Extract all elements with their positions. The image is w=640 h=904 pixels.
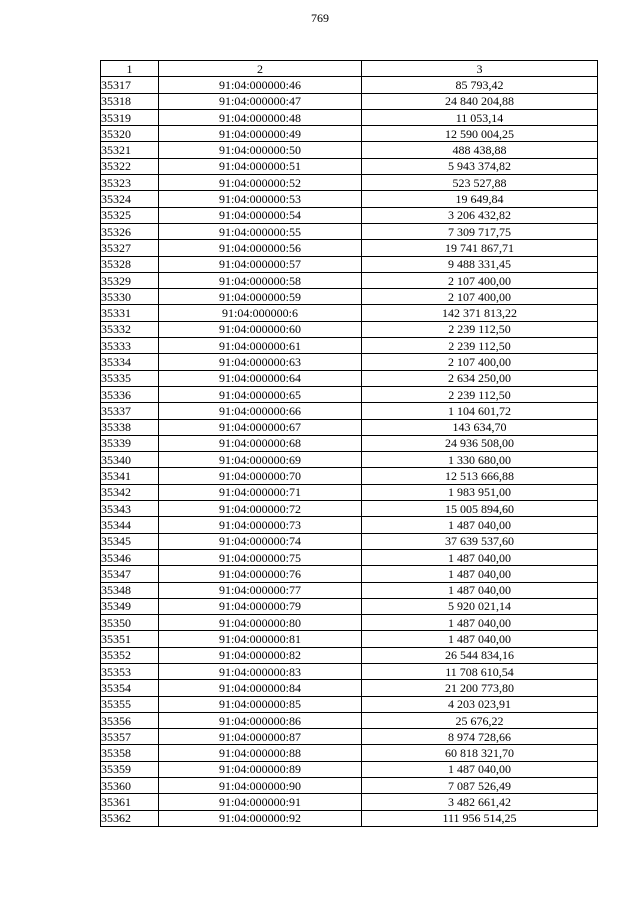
row-number-cell: 35323 — [101, 175, 159, 191]
row-number-cell: 35350 — [101, 615, 159, 631]
cadastral-number-cell: 91:04:000000:59 — [159, 289, 362, 305]
table-row — [101, 126, 598, 142]
cadastral-number-cell: 91:04:000000:84 — [159, 680, 362, 696]
table-row — [101, 207, 598, 223]
cadastral-number-cell: 91:04:000000:81 — [159, 631, 362, 647]
row-number-cell: 35321 — [101, 142, 159, 158]
header-row — [101, 61, 598, 77]
table-row — [101, 223, 598, 239]
cadastral-number-cell: 91:04:000000:72 — [159, 501, 362, 517]
table-row — [101, 778, 598, 794]
row-number-cell: 35347 — [101, 566, 159, 582]
value-cell: 2 107 400,00 — [362, 354, 598, 370]
cadastral-number-cell: 91:04:000000:69 — [159, 452, 362, 468]
value-cell: 60 818 321,70 — [362, 745, 598, 761]
value-cell: 1 487 040,00 — [362, 517, 598, 533]
cadastral-number-cell: 91:04:000000:56 — [159, 240, 362, 256]
row-number-cell: 35360 — [101, 778, 159, 794]
value-cell: 7 309 717,75 — [362, 223, 598, 239]
cadastral-number-cell: 91:04:000000:79 — [159, 598, 362, 614]
table-row — [101, 419, 598, 435]
cadastral-number-cell: 91:04:000000:67 — [159, 419, 362, 435]
cadastral-number-cell: 91:04:000000:92 — [159, 810, 362, 826]
row-number-cell: 35335 — [101, 370, 159, 386]
table-row — [101, 484, 598, 500]
cadastral-number-cell: 91:04:000000:53 — [159, 191, 362, 207]
value-cell: 2 107 400,00 — [362, 272, 598, 288]
value-cell: 11 708 610,54 — [362, 663, 598, 679]
row-number-cell: 35334 — [101, 354, 159, 370]
table-row — [101, 663, 598, 679]
table-row — [101, 631, 598, 647]
row-number-cell: 35359 — [101, 761, 159, 777]
row-number-cell: 35325 — [101, 207, 159, 223]
value-cell: 2 239 112,50 — [362, 338, 598, 354]
row-number-cell: 35341 — [101, 468, 159, 484]
table-row — [101, 549, 598, 565]
table-row — [101, 256, 598, 272]
table-row — [101, 272, 598, 288]
cadastral-number-cell: 91:04:000000:88 — [159, 745, 362, 761]
table-body — [101, 77, 598, 827]
table-row — [101, 175, 598, 191]
row-number-cell: 35357 — [101, 729, 159, 745]
value-cell: 24 936 508,00 — [362, 435, 598, 451]
row-number-cell: 35326 — [101, 223, 159, 239]
table-row — [101, 435, 598, 451]
cadastral-number-cell: 91:04:000000:73 — [159, 517, 362, 533]
value-cell: 1 487 040,00 — [362, 615, 598, 631]
table-row — [101, 191, 598, 207]
value-cell: 19 741 867,71 — [362, 240, 598, 256]
table-header — [101, 61, 598, 77]
table-row — [101, 517, 598, 533]
table-row — [101, 647, 598, 663]
value-cell: 3 482 661,42 — [362, 794, 598, 810]
table-row — [101, 93, 598, 109]
row-number-cell: 35348 — [101, 582, 159, 598]
table-row — [101, 533, 598, 549]
row-number-cell: 35337 — [101, 403, 159, 419]
row-number-cell: 35355 — [101, 696, 159, 712]
cadastral-number-cell: 91:04:000000:49 — [159, 126, 362, 142]
table-row — [101, 468, 598, 484]
value-cell: 21 200 773,80 — [362, 680, 598, 696]
cadastral-number-cell: 91:04:000000:80 — [159, 615, 362, 631]
cadastral-number-cell: 91:04:000000:85 — [159, 696, 362, 712]
cadastral-number-cell: 91:04:000000:83 — [159, 663, 362, 679]
value-cell: 5 943 374,82 — [362, 158, 598, 174]
row-number-cell: 35349 — [101, 598, 159, 614]
page-number: 769 — [311, 11, 329, 25]
table-row — [101, 240, 598, 256]
cadastral-number-cell: 91:04:000000:74 — [159, 533, 362, 549]
table-row — [101, 566, 598, 582]
table-row — [101, 761, 598, 777]
cadastral-number-cell: 91:04:000000:46 — [159, 77, 362, 93]
row-number-cell: 35327 — [101, 240, 159, 256]
value-cell: 37 639 537,60 — [362, 533, 598, 549]
cadastral-number-cell: 91:04:000000:86 — [159, 712, 362, 728]
row-number-cell: 35362 — [101, 810, 159, 826]
row-number-cell: 35351 — [101, 631, 159, 647]
value-cell: 15 005 894,60 — [362, 501, 598, 517]
cadastral-number-cell: 91:04:000000:64 — [159, 370, 362, 386]
cadastral-number-cell: 91:04:000000:48 — [159, 109, 362, 125]
row-number-cell: 35356 — [101, 712, 159, 728]
value-cell: 2 634 250,00 — [362, 370, 598, 386]
row-number-cell: 35346 — [101, 549, 159, 565]
value-cell: 1 104 601,72 — [362, 403, 598, 419]
table-row — [101, 403, 598, 419]
value-cell: 85 793,42 — [362, 77, 598, 93]
value-cell: 26 544 834,16 — [362, 647, 598, 663]
row-number-cell: 35317 — [101, 77, 159, 93]
cadastral-number-cell: 91:04:000000:76 — [159, 566, 362, 582]
row-number-cell: 35324 — [101, 191, 159, 207]
cadastral-number-cell: 91:04:000000:89 — [159, 761, 362, 777]
cadastral-number-cell: 91:04:000000:71 — [159, 484, 362, 500]
cadastral-number-cell: 91:04:000000:60 — [159, 321, 362, 337]
value-cell: 1 487 040,00 — [362, 582, 598, 598]
table-row — [101, 354, 598, 370]
cadastral-number-cell: 91:04:000000:6 — [159, 305, 362, 321]
cadastral-number-cell: 91:04:000000:54 — [159, 207, 362, 223]
row-number-cell: 35354 — [101, 680, 159, 696]
value-cell: 1 487 040,00 — [362, 549, 598, 565]
value-cell: 12 513 666,88 — [362, 468, 598, 484]
table-row — [101, 386, 598, 402]
value-cell: 523 527,88 — [362, 175, 598, 191]
table-row — [101, 305, 598, 321]
value-cell: 12 590 004,25 — [362, 126, 598, 142]
row-number-cell: 35333 — [101, 338, 159, 354]
cadastral-number-cell: 91:04:000000:57 — [159, 256, 362, 272]
cadastral-number-cell: 91:04:000000:70 — [159, 468, 362, 484]
value-cell: 2 239 112,50 — [362, 321, 598, 337]
table-row — [101, 321, 598, 337]
row-number-cell: 35322 — [101, 158, 159, 174]
row-number-cell: 35344 — [101, 517, 159, 533]
row-number-cell: 35343 — [101, 501, 159, 517]
table-row — [101, 745, 598, 761]
row-number-cell: 35332 — [101, 321, 159, 337]
value-cell: 25 676,22 — [362, 712, 598, 728]
value-cell: 9 488 331,45 — [362, 256, 598, 272]
value-cell: 11 053,14 — [362, 109, 598, 125]
registry-table — [100, 60, 598, 827]
cadastral-number-cell: 91:04:000000:75 — [159, 549, 362, 565]
row-number-cell: 35336 — [101, 386, 159, 402]
value-cell: 1 487 040,00 — [362, 761, 598, 777]
table-row — [101, 452, 598, 468]
row-number-cell: 35318 — [101, 93, 159, 109]
value-cell: 1 330 680,00 — [362, 452, 598, 468]
value-cell: 19 649,84 — [362, 191, 598, 207]
table-row — [101, 158, 598, 174]
cadastral-number-cell: 91:04:000000:50 — [159, 142, 362, 158]
row-number-cell: 35338 — [101, 419, 159, 435]
row-number-cell: 35329 — [101, 272, 159, 288]
cadastral-number-cell: 91:04:000000:47 — [159, 93, 362, 109]
cadastral-number-cell: 91:04:000000:68 — [159, 435, 362, 451]
cadastral-number-cell: 91:04:000000:65 — [159, 386, 362, 402]
cadastral-number-cell: 91:04:000000:52 — [159, 175, 362, 191]
row-number-cell: 35331 — [101, 305, 159, 321]
table-row — [101, 501, 598, 517]
table-row — [101, 370, 598, 386]
table-row — [101, 289, 598, 305]
row-number-cell: 35358 — [101, 745, 159, 761]
cadastral-number-cell: 91:04:000000:91 — [159, 794, 362, 810]
row-number-cell: 35340 — [101, 452, 159, 468]
row-number-cell: 35330 — [101, 289, 159, 305]
value-cell: 1 983 951,00 — [362, 484, 598, 500]
value-cell: 4 203 023,91 — [362, 696, 598, 712]
table-row — [101, 615, 598, 631]
table-row — [101, 598, 598, 614]
table-row — [101, 810, 598, 826]
row-number-cell: 35319 — [101, 109, 159, 125]
row-number-cell: 35342 — [101, 484, 159, 500]
header-col-1: 1 — [101, 61, 159, 77]
value-cell: 142 371 813,22 — [362, 305, 598, 321]
cadastral-number-cell: 91:04:000000:90 — [159, 778, 362, 794]
table-row — [101, 729, 598, 745]
value-cell: 3 206 432,82 — [362, 207, 598, 223]
value-cell: 1 487 040,00 — [362, 631, 598, 647]
value-cell: 111 956 514,25 — [362, 810, 598, 826]
row-number-cell: 35361 — [101, 794, 159, 810]
value-cell: 488 438,88 — [362, 142, 598, 158]
row-number-cell: 35353 — [101, 663, 159, 679]
table-row — [101, 77, 598, 93]
value-cell: 5 920 021,14 — [362, 598, 598, 614]
value-cell: 8 974 728,66 — [362, 729, 598, 745]
cadastral-number-cell: 91:04:000000:58 — [159, 272, 362, 288]
value-cell: 2 239 112,50 — [362, 386, 598, 402]
value-cell: 2 107 400,00 — [362, 289, 598, 305]
cadastral-number-cell: 91:04:000000:51 — [159, 158, 362, 174]
value-cell: 1 487 040,00 — [362, 566, 598, 582]
table-row — [101, 338, 598, 354]
cadastral-number-cell: 91:04:000000:82 — [159, 647, 362, 663]
cadastral-number-cell: 91:04:000000:63 — [159, 354, 362, 370]
table-row — [101, 794, 598, 810]
row-number-cell: 35339 — [101, 435, 159, 451]
header-col-2: 2 — [159, 61, 362, 77]
table-row — [101, 109, 598, 125]
cadastral-number-cell: 91:04:000000:77 — [159, 582, 362, 598]
table-row — [101, 582, 598, 598]
table-row — [101, 680, 598, 696]
table-row — [101, 696, 598, 712]
row-number-cell: 35345 — [101, 533, 159, 549]
cadastral-number-cell: 91:04:000000:61 — [159, 338, 362, 354]
cadastral-number-cell: 91:04:000000:55 — [159, 223, 362, 239]
row-number-cell: 35320 — [101, 126, 159, 142]
value-cell: 7 087 526,49 — [362, 778, 598, 794]
value-cell: 24 840 204,88 — [362, 93, 598, 109]
row-number-cell: 35352 — [101, 647, 159, 663]
cadastral-number-cell: 91:04:000000:66 — [159, 403, 362, 419]
value-cell: 143 634,70 — [362, 419, 598, 435]
table-row — [101, 712, 598, 728]
cadastral-number-cell: 91:04:000000:87 — [159, 729, 362, 745]
table-row — [101, 142, 598, 158]
row-number-cell: 35328 — [101, 256, 159, 272]
header-col-3: 3 — [362, 61, 598, 77]
